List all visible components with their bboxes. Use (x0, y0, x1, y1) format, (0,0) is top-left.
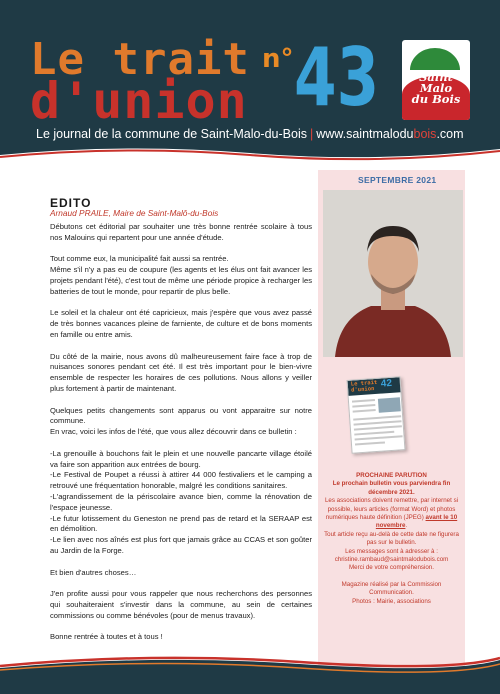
issue-date: SEPTEMBRE 2021 (358, 175, 437, 185)
edito-paragraph: J'en profite aussi pour vous rappeler que nous recherchons des personnes qui souhaiteraient s'investir dans la commune, au sein de certaines commissions ou comme bénévoles (pour de menus travaux). (50, 589, 312, 620)
thumbnail-text-line (353, 409, 376, 413)
thumbnail-text-line (354, 431, 394, 436)
thumbnail-text-line (352, 399, 375, 403)
logo-leaf-shape (410, 48, 460, 70)
late-submission-note: Tout article reçu au-delà de cette date ne figurera pas sur le bulletin. (324, 530, 459, 547)
town-logo (402, 40, 470, 120)
thumbnail-issue-number: 42 (380, 377, 393, 390)
magazine-title-line2: d'union (30, 72, 248, 130)
magazine-title-line1: Le trait (30, 34, 250, 85)
thumbnail-text-line (355, 441, 385, 445)
footer-wave-decoration (0, 648, 500, 694)
edito-paragraph: Débutons cet éditorial par souhaiter une très bonne rentrée scolaire à tous nos Malouins qui repartent pour une année d'étude. (50, 222, 312, 242)
edito-body (50, 222, 312, 654)
credit-magazine: Magazine réalisé par la Commission Communication. (341, 580, 442, 597)
subtitle-separator: | (309, 127, 314, 141)
next-issue-heading: PROCHAINE PARUTION (356, 472, 427, 479)
edito-list-item: -La grenouille à bouchons fait le plein et une nouvelle pancarte village étoilé va faire son apparition aux entrées de bourg. (50, 448, 312, 469)
edito-list-item: -Le futur lotissement du Geneston ne prend pas de retard et la SERAAP est en démolition. (50, 513, 312, 534)
portrait-illustration (323, 190, 463, 357)
contact-email[interactable]: christine.rambaud@saintmalodubois.com (334, 556, 449, 564)
edito-heading: EDITO (50, 196, 92, 210)
thanks-note: Merci de votre compréhension. (349, 564, 434, 572)
edito-paragraph: Quelques petits changements sont apparus ou vont apparaitre sur notre commune. (50, 405, 312, 426)
thumbnail-title: Le trait d'union (350, 379, 378, 394)
next-issue-subheading: Le prochain bulletin vous parviendra fin décembre 2021. (332, 480, 451, 496)
edito-paragraph: Et bien d'autres choses… (50, 567, 137, 577)
edito-author: Arnaud PRAILE, Maire de Saint-Malô-du-Bois (50, 208, 219, 218)
credit-photos: Photos : Mairie, associations (352, 597, 431, 605)
subtitle-text: Le journal de la commune de Saint-Malo-du-Bois (36, 127, 307, 141)
edito-list-item: -Le lien avec nos aînés est plus fort que jamais grâce au CCAS et son goûter au Jardin de la Forge. (50, 535, 312, 555)
thumbnail-text-line (352, 404, 375, 408)
next-issue-notice (320, 472, 463, 606)
previous-issue-thumbnail (346, 376, 405, 454)
masthead-subtitle (36, 127, 464, 141)
edito-list-item: -Le Festival de Poupet a réussi à attirer 44 000 festivaliers et le camping a retrouvé une fréquentation honorable, malgré les conditions sanitaires. (50, 470, 312, 491)
header-wave-decoration (0, 143, 500, 163)
website-url[interactable]: www.saintmalodubois.com (316, 127, 464, 141)
issue-number-label: n° (262, 44, 294, 74)
thumbnail-image (378, 397, 401, 413)
issue-number: 43 (294, 31, 380, 124)
edito-paragraph: En vrac, voici les infos de l'été, que vous allez découvrir dans ce bulletin : (50, 427, 297, 437)
edito-paragraph: Le soleil et la chaleur ont été capricieux, mais j'espère que vous avez passé de très bonnes vacances pleine de farniente, de culture et de bons moments en famille ou entre amis. (50, 308, 312, 339)
submission-instructions: Les associations doivent remettre, par internet si possible, leurs articles (format Word) et photos numériques haute définition (JPEG) avant le 10 novembre. (324, 497, 459, 530)
thumbnail-text-line (354, 425, 402, 430)
thumbnail-text-line (355, 435, 403, 440)
masthead (0, 0, 500, 163)
edito-paragraph: Du côté de la mairie, nous avons dû malheureusement faire face à trop de nuisances sonores pendant cet été. Il est très important pour le bien-vivre ensemble de respecter les horaires de ces pollutions. Nous allons y veiller plus fortement à partir de maintenant. (50, 351, 312, 393)
mayor-portrait (323, 190, 463, 357)
edito-closing: Bonne rentrée à toutes et à tous ! (50, 632, 163, 642)
logo-text: Saint Malo du Bois (411, 70, 461, 106)
edito-list-item: -L'agrandissement de la périscolaire avance bien, comme la rénovation de l'espace jeunesse. (50, 491, 312, 512)
edito-paragraph: Tout comme eux, la municipalité fait aussi sa rentrée. (50, 254, 229, 264)
contact-instructions: Les messages sont à adresser à : (345, 547, 438, 555)
edito-paragraph: Même s'il n'y a pas eu de coupure (les agents et les élus ont fait avancer les projets pendant l'été), c'est tout de même une période propice à recharger les batteries de tout le monde, pour repartir de plus belle. (50, 265, 312, 296)
submission-deadline: avant le 10 novembre (375, 514, 458, 530)
